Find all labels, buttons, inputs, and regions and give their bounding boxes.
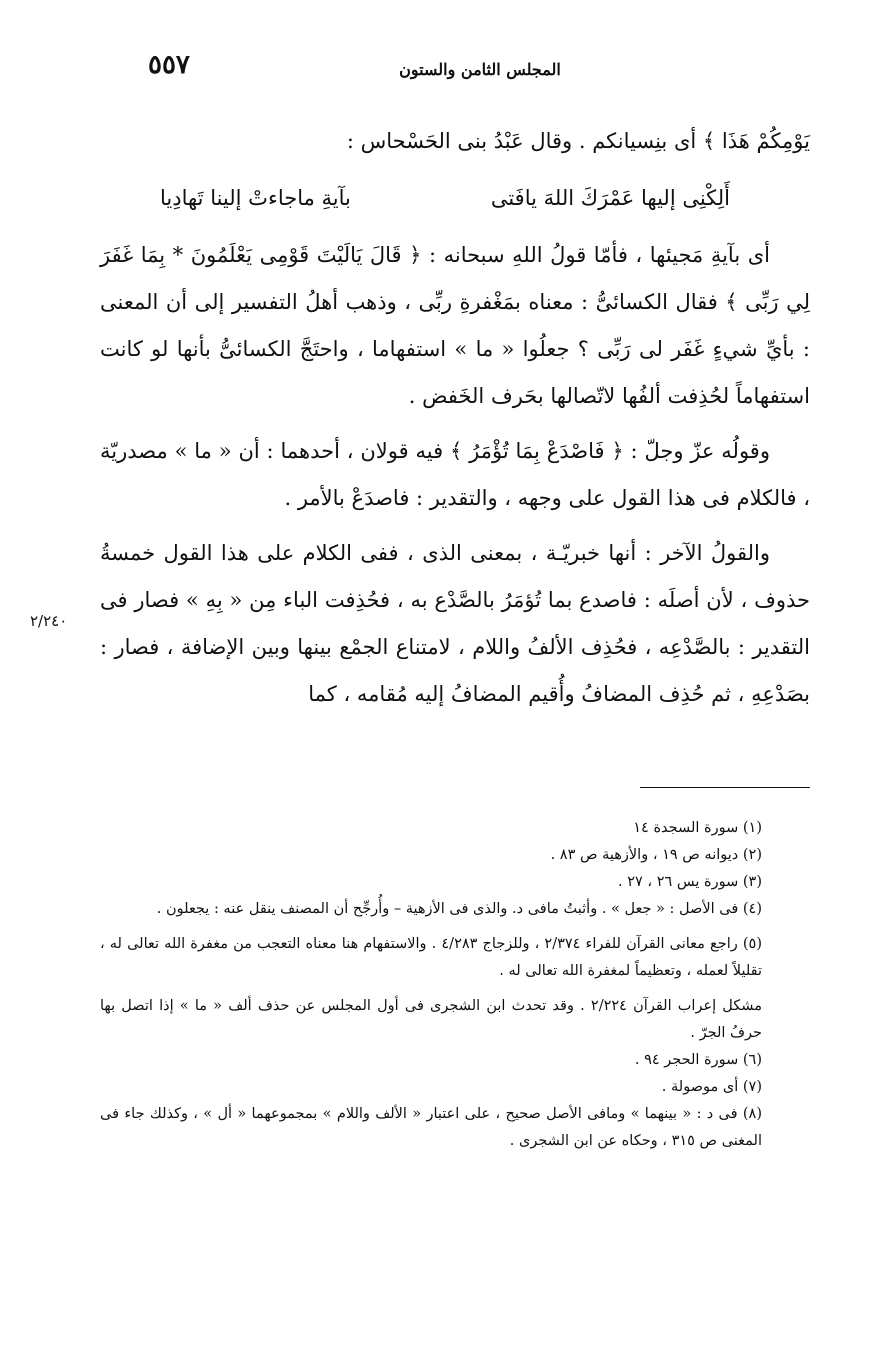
footnote-5: (٥) راجع معانى القرآن للفراء ٢/٣٧٤ ، وللزجاج ٤/٢٨٣ . والاستفهام هنا معناه التعجب من مغفرة الله تعالى له ، تقليلاً لعمله ، وتعظيماً لمغفرة الله تعالى له . (100, 936, 762, 979)
paragraph-4: والقولُ الآخر : أنها خبريّـة ، بمعنى الذى ، ففى الكلام على هذا القول خمسةُ حذوف ، لأن أصلَه : فاصدع بما تُؤمَرُ بالصَّدْع به ، فحُذِفت الباء مِن « بِهِ » فصار فى التقدير : بالصَّدْعِه ، فحُذِف الألفُ واللام ، لامتناع الجمْع بينها وبين الإضافة ، فصار : بصَدْعِهِ ، ثم حُذِف المضافُ وأُقيم المضافُ إليه مُقامه ، كما (100, 541, 810, 706)
footnote-3: (٣) سورة يس ٢٦ ، ٢٧ . (618, 874, 762, 890)
verse-second-hemistich: بآيةِ ماجاءتْ إلينا تَهادِيا (160, 186, 351, 210)
footnote-6: (٦) سورة الحجر ٩٤ . (634, 1052, 762, 1068)
verse-first-hemistich: أَلِكْنِى إليها عَمْرَكَ اللهَ يافَتى (490, 186, 730, 210)
poetry-verse (100, 165, 810, 232)
footnote-1: (١) سورة السجدة ١٤ (633, 820, 762, 836)
running-head: المجلس الثامن والستون (399, 60, 561, 79)
footnotes (100, 815, 810, 1155)
page-number: ٥٥٧ (148, 50, 190, 80)
main-text (100, 118, 810, 718)
page-header (140, 50, 820, 90)
footnote-5-continued: مشكل إعراب القرآن ٢/٢٢٤ . وقد تحدث ابن الشجرى فى أول المجلس عن حذف ألف « ما » إذا اتصل بها حرفُ الجرّ . (100, 998, 762, 1041)
footnote-7: (٧) أى موصولة . (661, 1079, 762, 1095)
paragraph-2: أى بآيةِ مَجيئها ، فأمّا قولُ اللهِ سبحانه : ﴿ قَالَ يَالَيْتَ قَوْمِى يَعْلَمُونَ * بِمَا غَفَرَ لِي رَبِّى ﴾ فقال الكسائىُّ : معناه بمَغْفرةِ ربِّى ، وذهب أهلُ التفسير إلى أن المعنى : بأيِّ شيءٍ غَفَر لى رَبِّى ؟ جعلُوا « ما » استفهاما ، واحتَجَّ الكسائىُّ بأنها لو كانت استفهاماً لحُذِفت ألفُها لاتّصالها بحَرف الخَفض . (100, 243, 810, 408)
paragraph-1: يَوْمِكُمْ هَذَا ﴾ أى بنِسيانكم . وقال عَبْدُ بنى الحَسْحاس : (346, 129, 810, 153)
margin-reference: ٢/٢٤٠ (30, 612, 68, 630)
footnote-2: (٢) ديوانه ص ١٩ ، والأزهية ص ٨٣ . (550, 847, 762, 863)
paragraph-3: وقولُه عزّ وجلّ : ﴿ فَاصْدَعْ بِمَا تُؤْمَرُ ﴾ فيه قولان ، أحدهما : أن « ما » مصدريّة ، فالكلام فى هذا القول على وجهه ، والتقدير : فاصدَعْ بالأمر . (100, 439, 810, 510)
footnote-8: (٨) فى د : « بينهما » ومافى الأصل صحيح ، على اعتبار « الألف واللام » بمجموعهما « أل » ، وكذلك جاء فى المغنى ص ٣١٥ ، وحكاه عن ابن الشجرى . (100, 1106, 762, 1149)
footnote-4: (٤) فى الأصل : « جعل » . وأثبتُ مافى د. والذى فى الأزهية – وأُرجِّح أن المصنف ينقل عنه : يجعلون . (156, 901, 762, 917)
footnote-divider (640, 787, 810, 788)
